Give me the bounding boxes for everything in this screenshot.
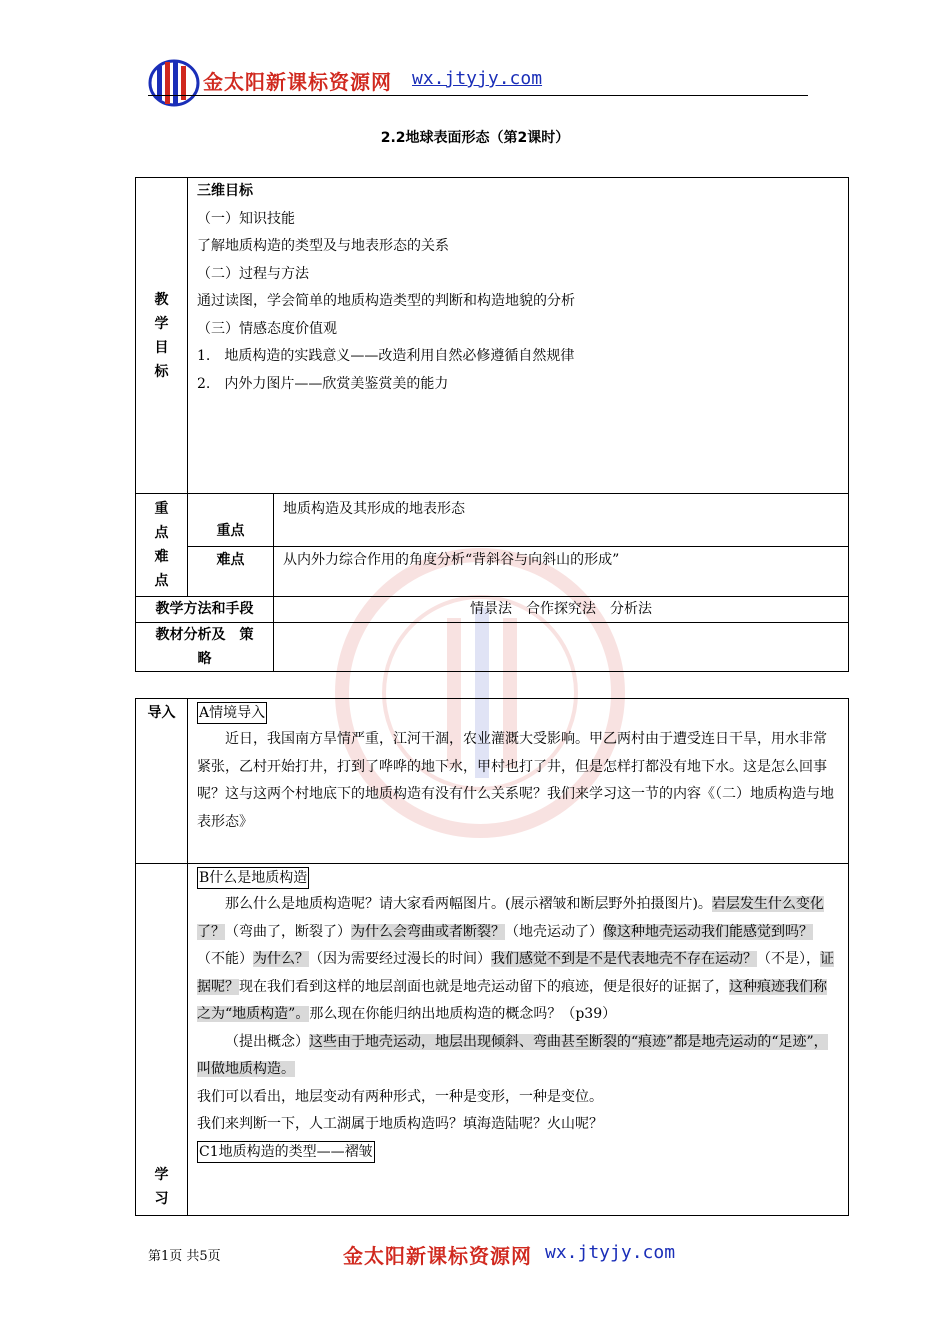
analysis-label: 教材分析及 策 略	[136, 623, 274, 672]
methods-label: 教学方法和手段	[136, 597, 274, 623]
study-line-3: 我们可以看出，地层变动有两种形式，一种是变形，一种是变位。	[197, 1088, 603, 1105]
intro-paragraph: 近日，我国南方旱情严重，江河干涸，农业灌溉大受影响。甲乙两村由于遭受连日干旱，用水非常紧张，乙村开始打井，打到了哗哗的地下水，甲村也打了井，但是怎样打都没有地下水。这是怎么回事呢？这与这两个村地底下的地质构造有没有什么关系呢？我们来学习这一节的内容《（二）地质构造与地表形态》	[197, 731, 834, 830]
document-title: 2.2地球表面形态（第2课时）	[380, 130, 570, 146]
objectives-table	[135, 177, 849, 672]
objectives-content	[188, 178, 849, 494]
objective-line: （三）情感态度价值观	[197, 320, 337, 337]
header-url-link[interactable]: wx.jtyjy.com	[412, 68, 543, 89]
footer-brand: 金太阳新课标资源网	[343, 1244, 532, 1268]
header-brand: 金太阳新课标资源网	[203, 70, 392, 94]
study-line-4: 我们来判断一下，人工湖属于地质构造吗？填海造陆呢？火山呢？	[197, 1116, 603, 1132]
key-point-label: 重点	[188, 494, 274, 547]
key-difficulty-label: 重 点 难 点	[136, 494, 188, 597]
objective-line: 2. 内外力图片——欣赏美鉴赏美的能力	[197, 375, 449, 392]
objective-line: （二）过程与方法	[197, 265, 309, 282]
study-paragraph-2: （提出概念）这些由于地壳运动，地层出现倾斜、弯曲甚至断裂的“痕迹”都是地壳运动的“足迹”，叫做地质构造。	[197, 1033, 828, 1077]
site-logo-icon	[148, 58, 200, 108]
study-heading-2: C1地质构造的类型——褶皱	[197, 1141, 375, 1163]
study-heading: B什么是地质构造	[197, 867, 309, 889]
methods-text: 情景法 合作探究法 分析法	[274, 597, 849, 623]
study-label: 学 习	[136, 864, 188, 1216]
objectives-heading: 三维目标	[197, 183, 253, 199]
difficulty-label: 难点	[188, 547, 274, 597]
footer-url-link[interactable]: wx.jtyjy.com	[545, 1242, 676, 1263]
key-point-text: 地质构造及其形成的地表形态	[274, 494, 849, 547]
intro-heading: A情境导入	[197, 702, 267, 724]
objectives-label-chars: 教 学 目 标	[154, 291, 169, 380]
difficulty-text: 从内外力综合作用的角度分析“背斜谷与向斜山的形成”	[274, 547, 849, 597]
study-paragraph-1: 那么什么是地质构造呢？请大家看两幅图片。(展示褶皱和断层野外拍摄图片)。岩层发生什么变化了？（弯曲了，断裂了）为什么会弯曲或者断裂？（地壳运动了）像这种地壳运动我们能感觉到吗？（不能）为什么？（因为需要经过漫长的时间）我们感觉不到是不是代表地壳不存在运动？（不是），证据呢？现在我们看到这样的地层剖面也就是地壳运动留下的痕迹，便是很好的证据了，这种痕迹我们称之为“地质构造”。那么现在你能归纳出地质构造的概念吗？（p39）	[197, 896, 834, 1022]
objective-line: 1. 地质构造的实践意义——改造利用自然必修遵循自然规律	[197, 348, 575, 364]
objective-line: 了解地质构造的类型及与地表形态的关系	[197, 238, 449, 254]
page-number: 第1页 共5页	[148, 1249, 221, 1264]
lesson-table	[135, 698, 849, 1216]
intro-content	[188, 699, 849, 864]
header-divider	[148, 95, 808, 96]
objectives-label	[136, 178, 188, 494]
analysis-text	[274, 623, 849, 672]
objective-line: （一）知识技能	[197, 210, 295, 227]
intro-label: 导入	[136, 699, 188, 864]
study-content	[188, 864, 849, 1216]
objective-line: 通过读图，学会简单的地质构造类型的判断和构造地貌的分析	[197, 293, 575, 309]
